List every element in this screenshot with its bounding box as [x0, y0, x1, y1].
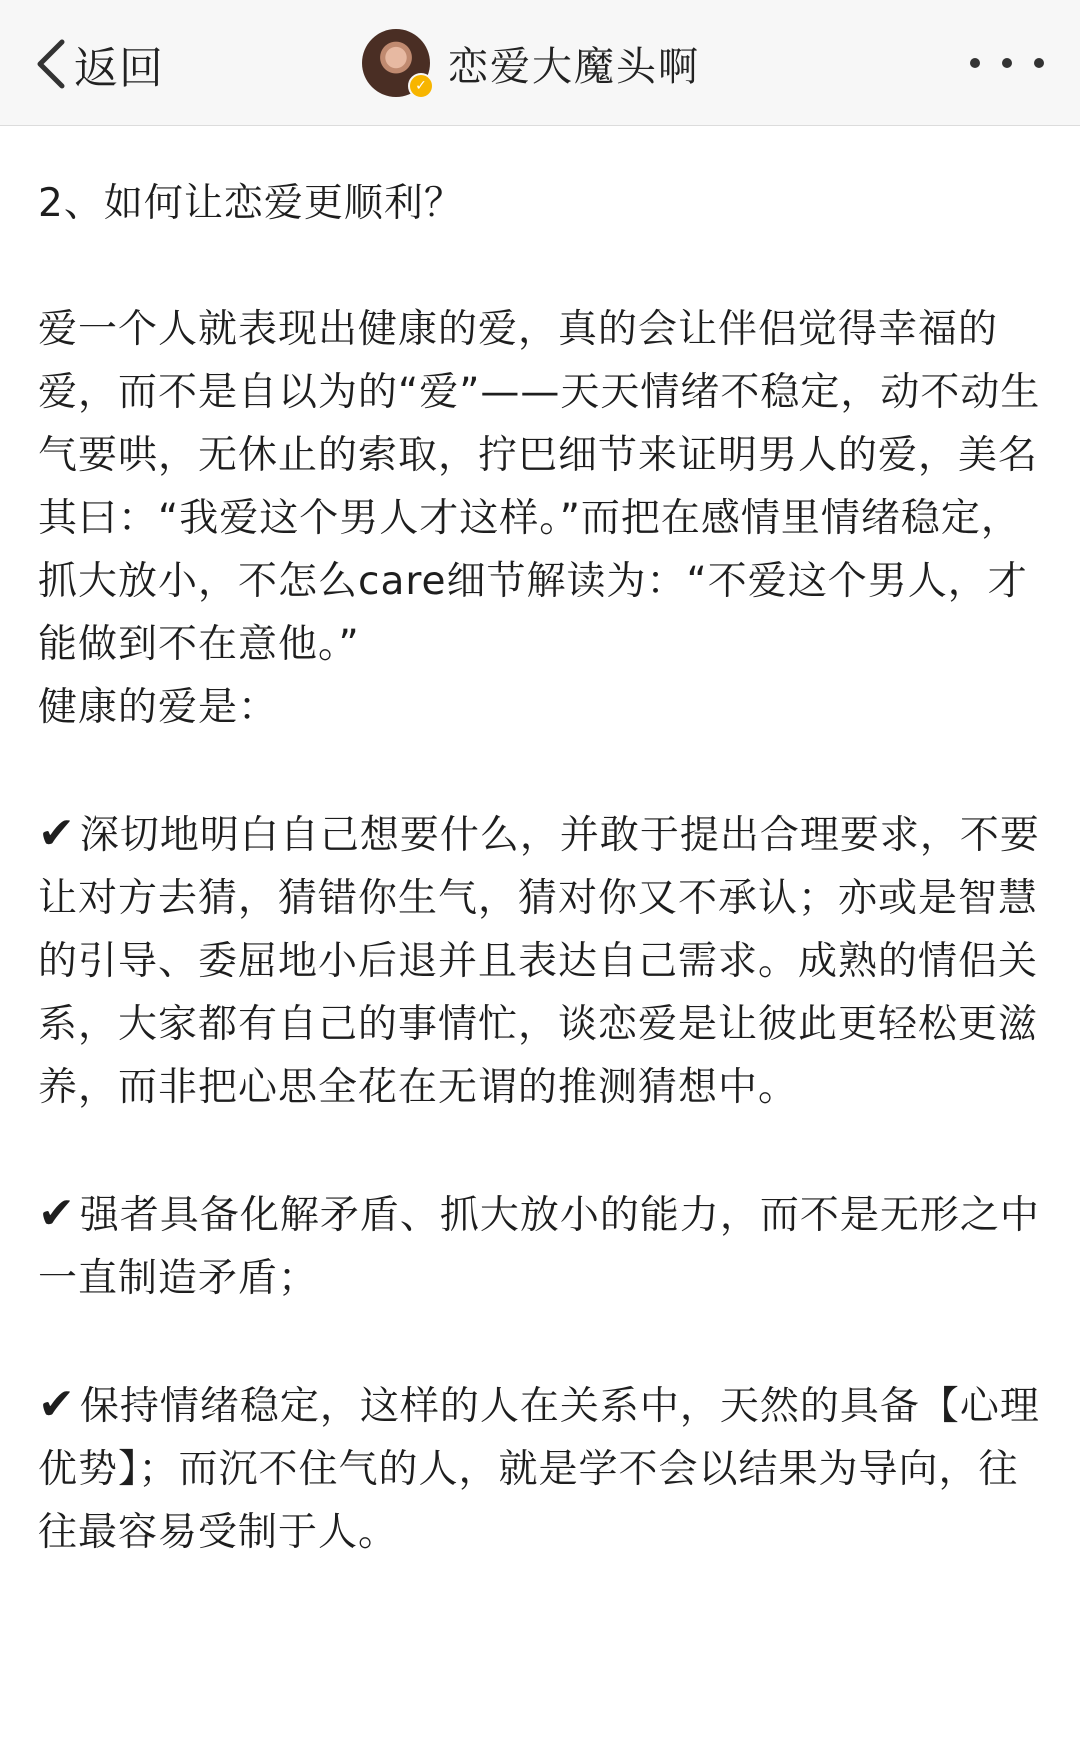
verified-badge-icon: ✓ [408, 73, 434, 99]
chevron-left-icon [32, 36, 72, 92]
list-item [38, 1373, 1048, 1564]
list-item-text: 深切地明白自己想要什么，并敢于提出合理要求，不要让对方去猜，猜错你生气，猜对你又不承认；亦或是智慧的引导、委屈地小后退并且表达自己需求。成熟的情侣关系，大家都有自己的事情忙，谈恋爱是让彼此更轻松更滋养，而非把心思全花在无谓的推测猜想中。 [38, 813, 1040, 1110]
more-dot [1034, 58, 1044, 68]
top-navigation-bar [0, 0, 1080, 126]
profile-name[interactable]: 恋爱大魔头啊 [448, 43, 700, 90]
list-item [38, 1182, 1048, 1310]
post-content [38, 172, 1048, 1564]
list-item [38, 802, 1048, 1119]
list-item-text: 保持情绪稳定，这样的人在关系中，天然的具备【心理优势】；而沉不住气的人，就是学不会以结果为导向，往往最容易受制于人。 [38, 1384, 1040, 1555]
post-paragraph: 健康的爱是： [38, 685, 279, 730]
more-dot [970, 58, 980, 68]
checkmark-icon: ✔ [38, 1188, 76, 1239]
post-heading: 2、如何让恋爱更顺利？ [38, 181, 464, 226]
spacer [38, 235, 1048, 298]
profile-header[interactable] [362, 28, 700, 98]
back-button[interactable] [32, 36, 164, 92]
spacer [38, 1119, 1048, 1182]
more-button[interactable] [970, 50, 1044, 76]
spacer [38, 739, 1048, 802]
spacer [38, 1310, 1048, 1373]
avatar[interactable] [362, 29, 430, 97]
checkmark-icon: ✔ [38, 1379, 76, 1430]
list-item-text: 强者具备化解矛盾、抓大放小的能力，而不是无形之中一直制造矛盾； [38, 1193, 1040, 1301]
post-paragraph: 爱一个人就表现出健康的爱，真的会让伴侣觉得幸福的爱，而不是自以为的“爱”——天天情绪不稳定，动不动生气要哄，无休止的索取，拧巴细节来证明男人的爱，美名其曰：“我爱这个男人才这样。”而把在感情里情绪稳定，抓大放小，不怎么care细节解读为：“不爱这个男人，才能做到不在意他。” [38, 307, 1041, 667]
back-label: 返回 [74, 43, 164, 94]
more-dot [1002, 58, 1012, 68]
checkmark-icon: ✔ [38, 808, 76, 859]
